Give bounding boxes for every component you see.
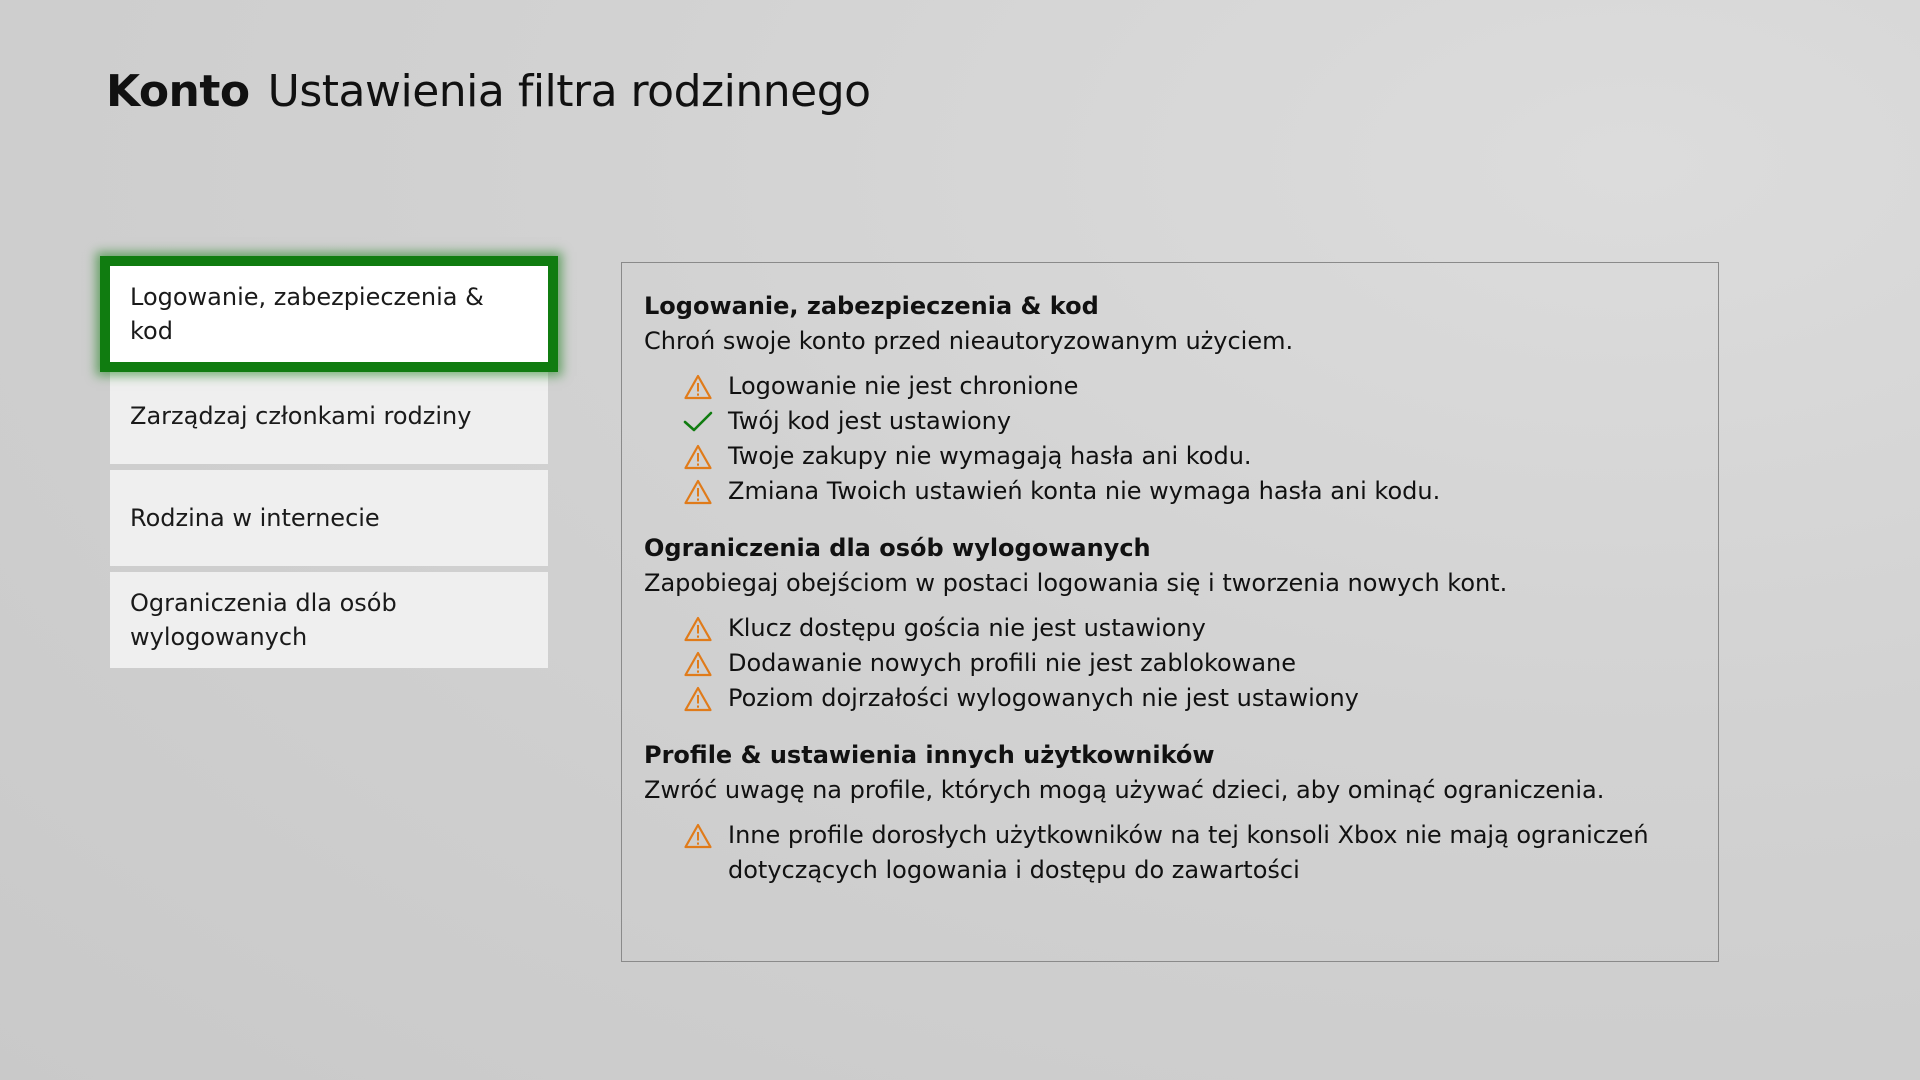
warning-icon bbox=[682, 439, 714, 474]
section-signed-out-restrictions bbox=[644, 531, 1696, 716]
nav-item-manage-family-members[interactable] bbox=[110, 368, 548, 464]
status-text: Klucz dostępu gościa nie jest ustawiony bbox=[728, 614, 1206, 642]
nav-item-family-online[interactable] bbox=[110, 470, 548, 566]
status-item bbox=[682, 646, 1696, 681]
page-header bbox=[106, 66, 871, 126]
section-description: Chroń swoje konto przed nieautoryzowanym użyciem. bbox=[644, 327, 1294, 355]
status-item bbox=[682, 818, 1696, 888]
settings-nav bbox=[110, 266, 548, 674]
nav-item-label: Zarządzaj członkami rodziny bbox=[130, 402, 472, 430]
status-text: Twój kod jest ustawiony bbox=[728, 407, 1012, 435]
status-item bbox=[682, 474, 1696, 509]
details-panel bbox=[621, 262, 1719, 962]
status-list bbox=[682, 818, 1696, 888]
checkmark-icon bbox=[682, 404, 714, 439]
section-other-profiles bbox=[644, 738, 1696, 888]
status-text: Poziom dojrzałości wylogowanych nie jest ustawiony bbox=[728, 684, 1359, 712]
status-item bbox=[682, 681, 1696, 716]
section-description: Zwróć uwagę na profile, których mogą używać dzieci, aby ominąć ograniczenia. bbox=[644, 776, 1605, 804]
warning-icon bbox=[682, 474, 714, 509]
status-item bbox=[682, 611, 1696, 646]
warning-icon bbox=[682, 369, 714, 404]
status-item bbox=[682, 404, 1696, 439]
status-text: Dodawanie nowych profili nie jest zablokowane bbox=[728, 649, 1296, 677]
status-item bbox=[682, 369, 1696, 404]
status-text: Logowanie nie jest chronione bbox=[728, 372, 1079, 400]
status-list bbox=[682, 611, 1696, 716]
warning-icon bbox=[682, 611, 714, 646]
status-item bbox=[682, 439, 1696, 474]
status-text: Inne profile dorosłych użytkowników na tej konsoli Xbox nie mają ograniczeń dotyczących logowania i dostępu do zawartości bbox=[728, 821, 1649, 884]
nav-item-label: Ograniczenia dla osób wylogowanych bbox=[130, 589, 397, 651]
section-heading: Ograniczenia dla osób wylogowanych bbox=[644, 534, 1151, 562]
nav-item-label: Logowanie, zabezpieczenia & kod bbox=[130, 283, 484, 345]
section-sign-in-security bbox=[644, 289, 1696, 509]
section-description: Zapobiegaj obejściom w postaci logowania się i tworzenia nowych kont. bbox=[644, 569, 1508, 597]
nav-item-label: Rodzina w internecie bbox=[130, 504, 380, 532]
status-list bbox=[682, 369, 1696, 509]
status-text: Zmiana Twoich ustawień konta nie wymaga hasła ani kodu. bbox=[728, 477, 1441, 505]
warning-icon bbox=[682, 681, 714, 716]
section-heading: Logowanie, zabezpieczenia & kod bbox=[644, 292, 1099, 320]
nav-item-signed-out-restrictions[interactable] bbox=[110, 572, 548, 668]
header-section-title: Konto bbox=[106, 66, 250, 117]
warning-icon bbox=[682, 818, 714, 853]
section-heading: Profile & ustawienia innych użytkowników bbox=[644, 741, 1215, 769]
warning-icon bbox=[682, 646, 714, 681]
page-title: Ustawienia filtra rodzinnego bbox=[267, 66, 871, 117]
status-text: Twoje zakupy nie wymagają hasła ani kodu. bbox=[728, 442, 1252, 470]
nav-item-sign-in-security-passkey[interactable] bbox=[110, 266, 548, 362]
